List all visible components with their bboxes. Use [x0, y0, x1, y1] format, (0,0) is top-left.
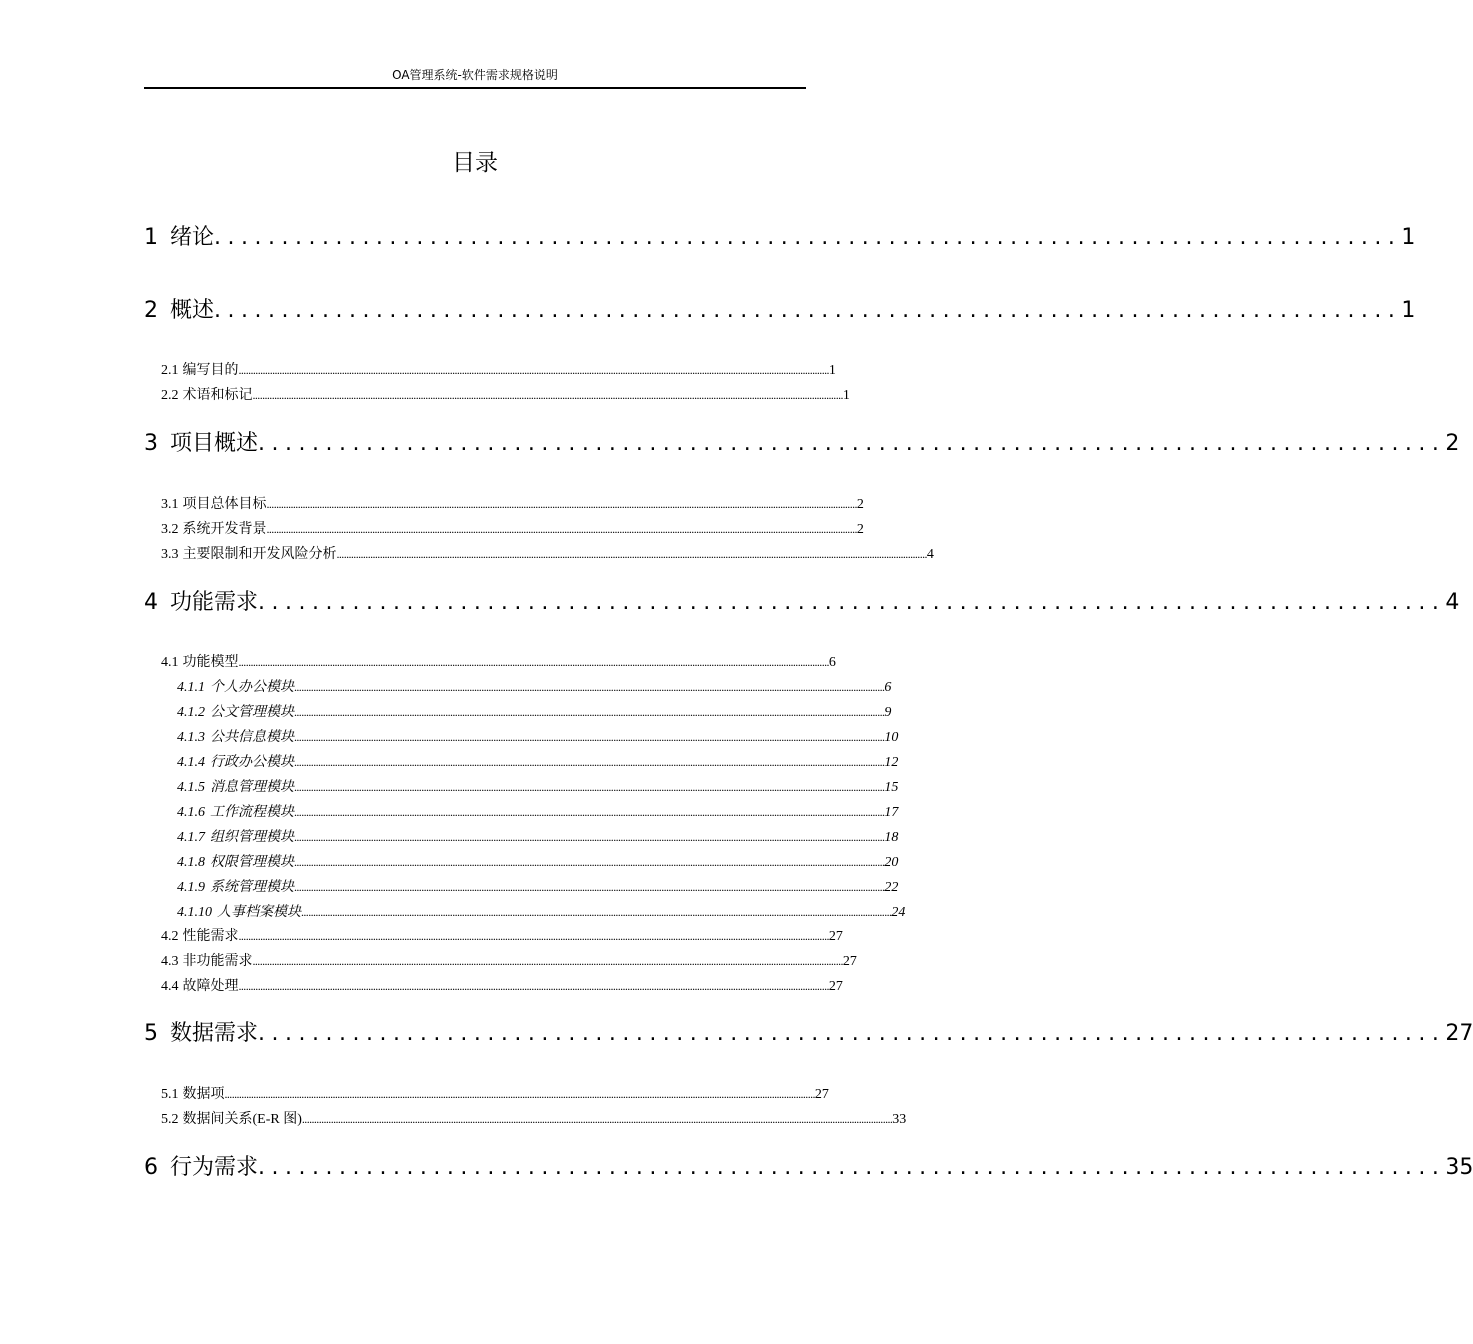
toc-entry-number: 4.1.9 [177, 880, 205, 895]
toc-entry-page: 1 [828, 363, 836, 378]
toc-entry-2[interactable] [144, 293, 1416, 323]
toc-entry-page: 1 [1401, 225, 1416, 250]
toc-entry-4-1-4[interactable] [177, 751, 899, 771]
toc-leader: ........................................................................................ [258, 590, 1446, 615]
toc-title: 目录 [452, 150, 498, 176]
toc-entry-1[interactable] [144, 220, 1416, 250]
toc-entry-text: 组织管理模块 [210, 830, 294, 845]
toc-entry-number: 3 [144, 431, 158, 456]
toc-entry-text: 主要限制和开发风险分析 [182, 547, 337, 562]
toc-entry-text: 人事档案模块 [217, 905, 301, 920]
toc-entry-text: 术语和标记 [182, 388, 253, 403]
toc-leader: ...................................................................................................................................................................................................................................................... [266, 522, 857, 536]
toc-entry-text: 公文管理模块 [210, 705, 294, 720]
toc-entry-4-1-1[interactable] [177, 676, 892, 696]
toc-entry-number: 2.1 [161, 363, 179, 378]
toc-entry-number: 4.1.3 [177, 730, 205, 745]
toc-leader: ...................................................................................................................................................................................................................................................... [294, 730, 885, 744]
toc-entry-text: 项目总体目标 [182, 497, 267, 512]
toc-leader: ........................................................................................ [214, 298, 1402, 323]
toc-entry-number: 2 [144, 298, 158, 323]
toc-entry-number: 5.2 [161, 1112, 179, 1127]
toc-entry-page: 6 [828, 655, 836, 670]
toc-entry-5-1[interactable] [161, 1083, 829, 1103]
toc-entry-number: 4.1.2 [177, 705, 205, 720]
toc-entry-4-1-10[interactable] [177, 901, 906, 921]
toc-entry-text: 数据需求 [170, 1021, 259, 1046]
toc-entry-page: 27 [1445, 1021, 1473, 1046]
toc-entry-page: 4 [1445, 590, 1460, 615]
toc-entry-text: 编写目的 [182, 363, 239, 378]
toc-entry-text: 数据间关系(E-R 图) [182, 1112, 302, 1127]
toc-leader: ...................................................................................................................................................................................................................................................... [294, 805, 885, 819]
toc-entry-page: 2 [856, 497, 864, 512]
toc-entry-number: 1 [144, 225, 158, 250]
toc-entry-page: 4 [926, 547, 934, 562]
toc-entry-page: 1 [842, 388, 850, 403]
toc-entry-4-1-5[interactable] [177, 776, 899, 796]
toc-entry-4-1-8[interactable] [177, 851, 899, 871]
toc-entry-number: 4.1.7 [177, 830, 205, 845]
toc-entry-2-2[interactable] [161, 384, 850, 404]
toc-leader: ...................................................................................................................................................................................................................................................... [266, 497, 857, 511]
toc-leader: ...................................................................................................................................................................................................................................................... [294, 705, 885, 719]
toc-entry-page: 2 [1445, 431, 1460, 456]
toc-entry-2-1[interactable] [161, 359, 836, 379]
toc-leader: ...................................................................................................................................................................................................................................................... [238, 929, 829, 943]
toc-leader: ...................................................................................................................................................................................................................................................... [336, 547, 927, 561]
toc-leader: ...................................................................................................................................................................................................................................................... [301, 1112, 893, 1126]
toc-entry-page: 17 [884, 805, 899, 820]
toc-entry-page: 2 [856, 522, 864, 537]
page-header: OA管理系统-软件需求规格说明 [392, 68, 558, 82]
toc-entry-number: 4.1.10 [177, 905, 212, 920]
toc-entry-number: 3.2 [161, 522, 179, 537]
toc-leader: ...................................................................................................................................................................................................................................................... [238, 655, 829, 669]
toc-entry-text: 故障处理 [182, 979, 239, 994]
toc-entry-4-1-7[interactable] [177, 826, 899, 846]
toc-entry-number: 4.1.4 [177, 755, 205, 770]
toc-entry-3[interactable] [144, 426, 1460, 456]
toc-entry-page: 18 [884, 830, 899, 845]
toc-entry-6[interactable] [144, 1150, 1473, 1180]
toc-leader: ........................................................................................ [258, 431, 1446, 456]
toc-leader: ...................................................................................................................................................................................................................................................... [294, 855, 885, 869]
toc-entry-number: 4.1.8 [177, 855, 205, 870]
toc-entry-3-2[interactable] [161, 518, 864, 538]
toc-entry-4[interactable] [144, 585, 1460, 615]
toc-entry-number: 4.1 [161, 655, 179, 670]
toc-entry-page: 33 [892, 1112, 907, 1127]
toc-entry-4-2[interactable] [161, 925, 843, 945]
toc-leader: ...................................................................................................................................................................................................................................................... [224, 1087, 815, 1101]
toc-entry-text: 项目概述 [170, 431, 259, 456]
toc-entry-4-3[interactable] [161, 950, 857, 970]
toc-entry-number: 5.1 [161, 1087, 179, 1102]
toc-leader: ...................................................................................................................................................................................................................................................... [252, 954, 843, 968]
toc-entry-page: 6 [884, 680, 892, 695]
toc-entry-4-1-3[interactable] [177, 726, 899, 746]
toc-entry-text: 概述 [170, 298, 215, 323]
toc-entry-page: 22 [884, 880, 899, 895]
toc-entry-page: 35 [1445, 1155, 1473, 1180]
toc-leader: ...................................................................................................................................................................................................................................................... [294, 755, 885, 769]
toc-entry-4-1-6[interactable] [177, 801, 899, 821]
toc-entry-number: 4.2 [161, 929, 179, 944]
toc-entry-page: 27 [842, 954, 857, 969]
toc-leader: ...................................................................................................................................................................................................................................................... [238, 979, 829, 993]
toc-entry-number: 6 [144, 1155, 158, 1180]
toc-entry-text: 系统管理模块 [210, 880, 294, 895]
toc-entry-5[interactable] [144, 1016, 1473, 1046]
toc-entry-text: 系统开发背景 [182, 522, 267, 537]
toc-entry-4-4[interactable] [161, 975, 843, 995]
toc-entry-number: 5 [144, 1021, 158, 1046]
toc-entry-page: 27 [828, 929, 843, 944]
toc-entry-page: 27 [828, 979, 843, 994]
toc-entry-text: 公共信息模块 [210, 730, 294, 745]
toc-leader: ........................................................................................ [258, 1021, 1446, 1046]
toc-entry-4-1[interactable] [161, 651, 836, 671]
toc-entry-text: 消息管理模块 [210, 780, 294, 795]
toc-entry-text: 个人办公模块 [210, 680, 294, 695]
toc-entry-number: 4.4 [161, 979, 179, 994]
toc-entry-3-3[interactable] [161, 543, 934, 563]
toc-entry-number: 2.2 [161, 388, 179, 403]
toc-entry-text: 非功能需求 [182, 954, 253, 969]
toc-entry-5-2[interactable] [161, 1108, 907, 1128]
toc-entry-page: 15 [884, 780, 899, 795]
toc-leader: ...................................................................................................................................................................................................................................................... [238, 363, 829, 377]
toc-entry-page: 1 [1401, 298, 1416, 323]
toc-entry-number: 4.1.6 [177, 805, 205, 820]
toc-entry-3-1[interactable] [161, 493, 864, 513]
toc-leader: ........................................................................................ [258, 1155, 1446, 1180]
toc-entry-text: 功能模型 [182, 655, 239, 670]
toc-entry-text: 功能需求 [170, 590, 259, 615]
toc-entry-page: 9 [884, 705, 892, 720]
toc-entry-text: 权限管理模块 [210, 855, 294, 870]
toc-entry-page: 27 [814, 1087, 829, 1102]
toc-leader: ...................................................................................................................................................................................................................................................... [301, 905, 892, 919]
toc-entry-text: 性能需求 [182, 929, 239, 944]
toc-entry-number: 3.3 [161, 547, 179, 562]
toc-leader: ...................................................................................................................................................................................................................................................... [294, 680, 885, 694]
toc-entry-number: 4.1.5 [177, 780, 205, 795]
toc-entry-number: 4 [144, 590, 158, 615]
toc-leader: ...................................................................................................................................................................................................................................................... [294, 780, 885, 794]
toc-entry-number: 4.1.1 [177, 680, 205, 695]
header-rule [144, 87, 806, 89]
toc-entry-number: 3.1 [161, 497, 179, 512]
toc-entry-page: 24 [891, 905, 906, 920]
toc-entry-number: 4.3 [161, 954, 179, 969]
toc-entry-page: 20 [884, 855, 899, 870]
toc-entry-page: 12 [884, 755, 899, 770]
toc-entry-text: 绪论 [170, 225, 215, 250]
toc-leader: ...................................................................................................................................................................................................................................................... [294, 830, 885, 844]
toc-entry-text: 工作流程模块 [210, 805, 294, 820]
toc-leader: ...................................................................................................................................................................................................................................................... [252, 388, 843, 402]
toc-leader: ...................................................................................................................................................................................................................................................... [294, 880, 885, 894]
toc-leader: ........................................................................................ [214, 225, 1402, 250]
toc-entry-4-1-9[interactable] [177, 876, 899, 896]
toc-entry-text: 数据项 [182, 1087, 225, 1102]
toc-entry-text: 行政办公模块 [210, 755, 294, 770]
toc-entry-page: 10 [884, 730, 899, 745]
toc-entry-4-1-2[interactable] [177, 701, 892, 721]
toc-entry-text: 行为需求 [170, 1155, 259, 1180]
